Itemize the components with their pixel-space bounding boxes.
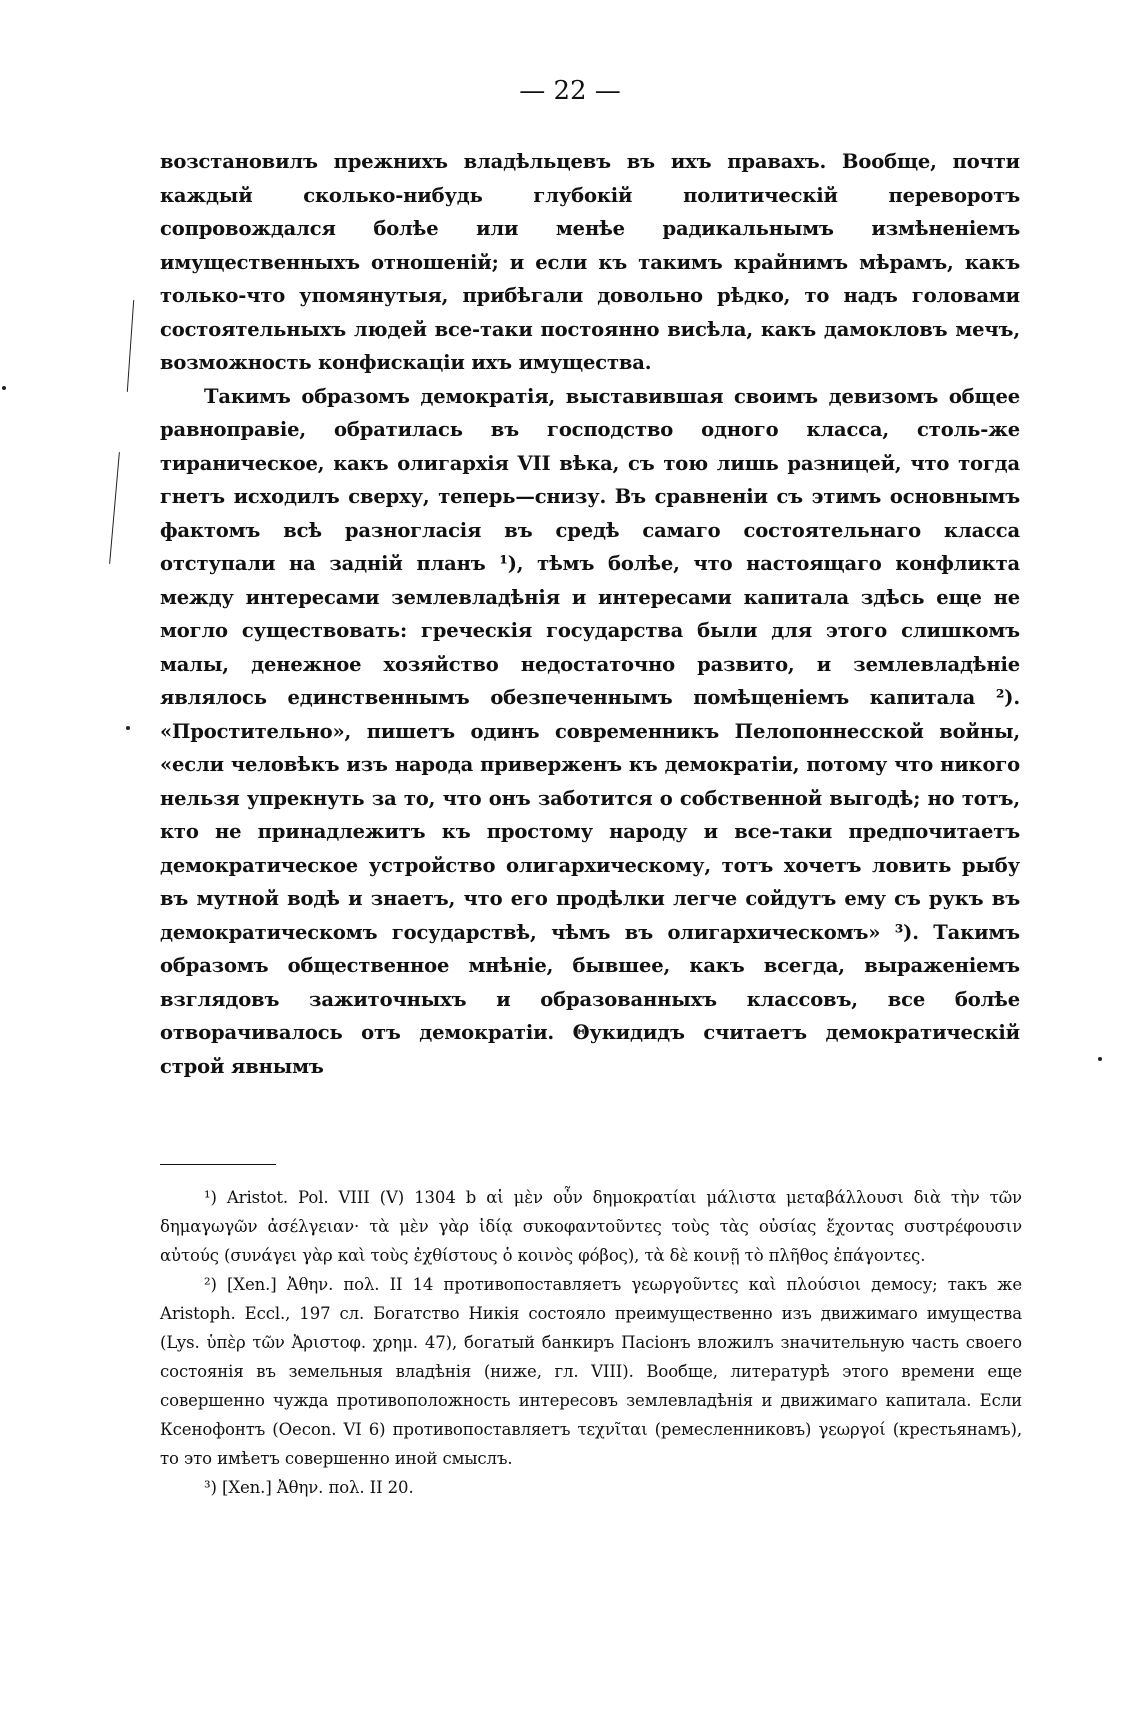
margin-dot-left-upper xyxy=(2,386,6,390)
margin-dot-right xyxy=(1098,1057,1102,1061)
footnote-separator xyxy=(160,1164,276,1165)
page-number: — 22 — xyxy=(519,76,621,106)
main-text xyxy=(160,145,1020,1083)
margin-dot-left-lower xyxy=(126,726,130,730)
paragraph-2: Такимъ образомъ демократія, выставившая своимъ девизомъ общее равноправіе, обратилась въ господство одного класса, столь-же тираническое, какъ олигархія VII вѣка, съ тою лишь разницей, что тогда гнетъ исходилъ сверху, теперь—снизу. Въ сравненіи съ этимъ основнымъ фактомъ всѣ разногласія въ средѣ самаго состоятельнаго класса отступали на задній планъ ¹), тѣмъ болѣе, что настоящаго конфликта между интересами землевладѣнія и интересами капитала здѣсь еще не могло существовать: греческія государства были для этого слишкомъ малы, денежное хозяйство недостаточно развито, и землевладѣніе являлось единственнымъ обезпеченнымъ помѣщеніемъ капитала ²). «Простительно», пишетъ одинъ современникъ Пелопоннесской войны, «если человѣкъ изъ народа приверженъ къ демократіи, потому что никого нельзя упрекнуть за то, что онъ заботится о собственной выгодѣ; но тотъ, кто не принадлежитъ къ простому народу и все-таки предпочитаетъ демократическое устройство олигархическому, тотъ хочетъ ловить рыбу въ мутной водѣ и знаетъ, что его продѣлки легче сойдутъ ему съ рукъ въ демократическомъ государствѣ, чѣмъ въ олигархическомъ» ³). Такимъ образомъ общественное мнѣніе, бывшее, какъ всегда, выраженіемъ взглядовъ зажиточныхъ и образованныхъ классовъ, все болѣе отворачивалось отъ демократіи. Θукидидъ считаетъ демократическій строй явнымъ xyxy=(160,384,1020,1078)
footnotes xyxy=(160,1183,1022,1502)
paragraph-1: возстановилъ прежнихъ владѣльцевъ въ ихъ правахъ. Вообще, почти каждый сколько-нибудь глубокій политическій переворотъ сопровождался болѣе или менѣе радикальнымъ измѣненіемъ имущественныхъ отношеній; и если къ такимъ крайнимъ мѣрамъ, какъ только-что упомянутыя, прибѣгали довольно рѣдко, то надъ головами состоятельныхъ людей все-таки постоянно висѣла, какъ дамокловъ мечъ, возможность конфискаціи ихъ имущества. xyxy=(160,150,1020,374)
margin-pencil-mark-upper xyxy=(127,300,134,392)
footnote-3: ³) [Xen.] Ἀθην. πολ. II 20. xyxy=(204,1478,414,1497)
margin-pencil-mark-lower xyxy=(109,452,120,564)
footnote-1: ¹) Aristot. Pol. VIII (V) 1304 b αἱ μὲν οὖν δημοκρατίαι μάλιστα μεταβάλλουσι διὰ τὴν τῶν δημαγωγῶν ἀσέλγειαν· τὰ μὲν γὰρ ἰδίᾳ συκοφαντοῦντες τοὺς τὰς οὐσίας ἔχοντας συστρέφουσιν αὐτούς (συνάγει γὰρ καὶ τοὺς ἐχθίστους ὁ κοινὸς φόβος), τὰ δὲ κοινῇ τὸ πλῆθος ἐπάγοντες. xyxy=(160,1188,1022,1265)
footnote-2: ²) [Xen.] Ἀθην. πολ. II 14 противопоставляетъ γεωργοῦντες καὶ πλούσιοι демосу; такъ же Aristoph. Eccl., 197 сл. Богатство Никія состояло преимущественно изъ движимаго имущества (Lys. ὑπὲρ τῶν Ἀριστοφ. χρημ. 47), богатый банкиръ Пасіонъ вложилъ значительную часть своего состоянія въ земельныя владѣнія (ниже, гл. VIII). Вообще, литературѣ этого времени еще совершенно чужда противоположность интересовъ землевладѣнія и движимаго капитала. Если Ксенофонтъ (Oecon. VI 6) противопоставляетъ τεχνῖται (ремесленниковъ) γεωργοί (крестьянамъ), то это имѣетъ совершенно иной смыслъ. xyxy=(160,1275,1022,1468)
